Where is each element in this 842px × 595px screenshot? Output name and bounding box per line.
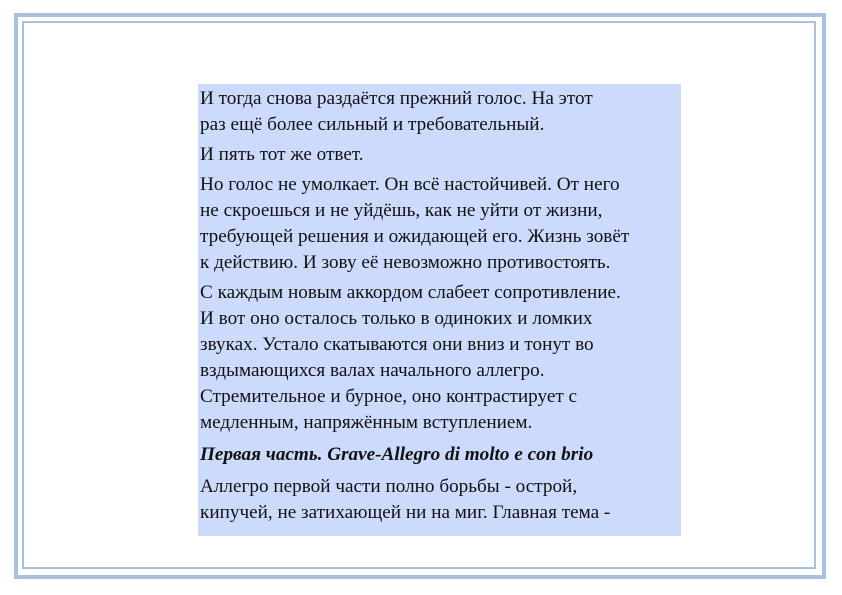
text-line: И тогда снова раздаётся прежний голос. На этот (200, 88, 593, 109)
text-line: к действию. И зову её невозможно противостоять. (200, 252, 611, 273)
text-line: Стремительное и бурное, оно контрастирует с (200, 386, 578, 407)
text-line: медленным, напряжённым вступлением. (200, 412, 533, 433)
paragraph-3 (198, 172, 681, 280)
paragraph-4 (198, 280, 681, 440)
text-line: И вот оно осталось только в одиноких и ломких (200, 308, 593, 329)
text-line: раз ещё более сильный и требовательный. (200, 114, 545, 135)
text-line: требующей решения и ожидающей его. Жизнь зовёт (200, 226, 630, 247)
text-line: звуках. Устало скатываются они вниз и тонут во (200, 334, 594, 355)
heading-line: Первая часть. Grave-Allegro di molto e con brio (200, 444, 594, 465)
text-line: вздымающихся валах начального аллегро. (200, 360, 545, 381)
text-line: И пять тот же ответ. (200, 144, 364, 165)
text-line: не скроешься и не уйдёшь, как не уйти от жизни, (200, 200, 603, 221)
paragraph-1 (198, 84, 681, 142)
text-line: С каждым новым аккордом слабеет сопротивление. (200, 282, 621, 303)
paragraph-2 (198, 142, 681, 172)
text-line: кипучей, не затихающей ни на миг. Главная тема - (200, 502, 611, 523)
section-heading (198, 440, 681, 474)
text-block (198, 84, 681, 536)
text-line: Но голос не умолкает. Он всё настойчивей. От него (200, 174, 620, 195)
paragraph-5 (198, 474, 681, 530)
text-line: Аллегро первой части полно борьбы - острой, (200, 476, 578, 497)
